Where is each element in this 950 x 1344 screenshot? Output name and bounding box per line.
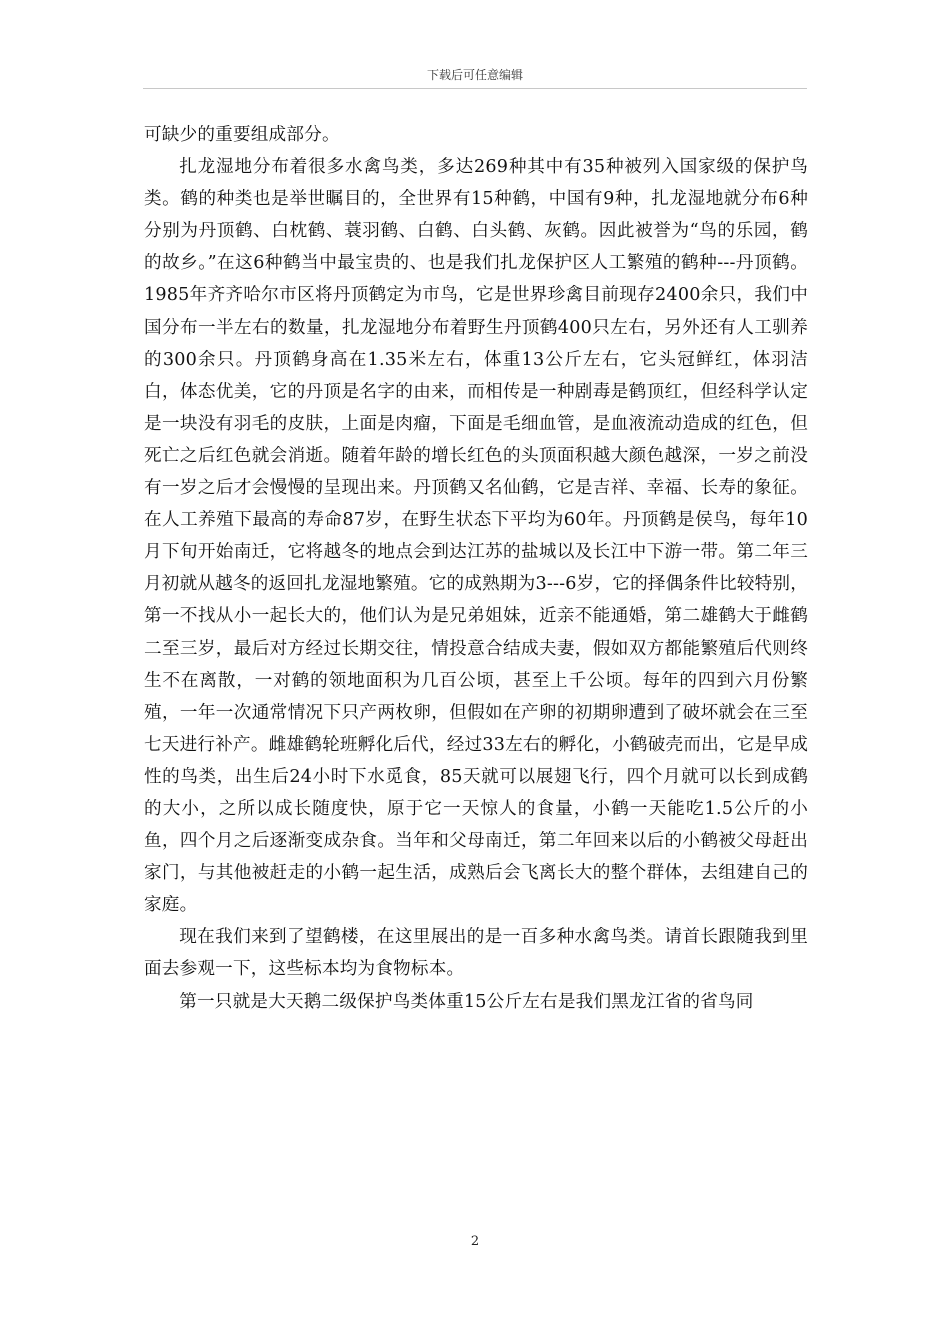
header-divider: [143, 88, 807, 89]
paragraph-wanghe-tower: 现在我们来到了望鹤楼，在这里展出的是一百多种水禽鸟类。请首长跟随我到里面去参观一下，这些标本均为食物标本。: [144, 927, 808, 980]
page-header: 下载后可任意编辑: [426, 68, 523, 82]
document-body: [144, 119, 808, 1018]
paragraph-continuation: 可缺少的重要组成部分。: [144, 125, 340, 145]
paragraph-whooper-swan: 第一只就是大天鹅二级保护鸟类体重15公斤左右是我们黑龙江省的省鸟同: [179, 991, 754, 1012]
page-number: 2: [470, 1234, 480, 1249]
paragraph-zhalong-cranes: 扎龙湿地分布着很多水禽鸟类，多达269种其中有35种被列入国家级的保护鸟类。鹤的种类也是举世瞩目的，全世界有15种鹤，中国有9种，扎龙湿地就分布6种分别为丹顶鹤、白枕鹤、蓑羽鹤、白鹤、白头鹤、灰鹤。因此被誉为“鸟的乐园，鹤的故乡。”在这6种鹤当中最宝贵的、也是我们扎龙保护区人工繁殖的鹤种---丹顶鹤。1985年齐齐哈尔市区将丹顶鹤定为市鸟，它是世界珍禽目前现存2400余只，我们中国分布一半左右的数量，扎龙湿地分布着野生丹顶鹤400只左右，另外还有人工驯养的300余只。丹顶鹤身高在1.35米左右，体重13公斤左右，它头冠鲜红，体羽洁白，体态优美，它的丹顶是名字的由来，而相传是一种剧毒是鹤顶红，但经科学认定是一块没有羽毛的皮肤，上面是肉瘤，下面是毛细血管，是血液流动造成的红色，但死亡之后红色就会消逝。随着年龄的增长红色的头顶面积越大颜色越深，一岁之前没有一岁之后才会慢慢的呈现出来。丹顶鹤又名仙鹤，它是吉祥、幸福、长寿的象征。在人工养殖下最高的寿命87岁，在野生状态下平均为60年。丹顶鹤是侯鸟，每年10月下旬开始南迁，它将越冬的地点会到达江苏的盐城以及长江中下游一带。第二年三月初就从越冬的返回扎龙湿地繁殖。它的成熟期为3---6岁，它的择偶条件比较特别，第一不找从小一起长大的，他们认为是兄弟姐妹，近亲不能通婚，第二雄鹤大于雌鹤二至三岁，最后对方经过长期交往，情投意合结成夫妻，假如双方都能繁殖后代则终生不在离散，一对鹤的领地面积为几百公顷，甚至上千公顷。每年的四到六月份繁殖，一年一次通常情况下只产两枚卵，但假如在产卵的初期卵遭到了破坏就会在三至七天进行补产。雌雄鹤轮班孵化后代，经过33左右的孵化，小鹤破壳而出，它是早成性的鸟类，出生后24小时下水觅食，85天就可以展翅飞行，四个月就可以长到成鹤的大小，之所以成长随度快，原于它一天惊人的食量，小鹤一天能吃1.5公斤的小鱼，四个月之后逐渐变成杂食。当年和父母南迁，第二年回来以后的小鹤被父母赶出家门，与其他被赶走的小鹤一起生活，成熟后会飞离长大的整个群体，去组建自己的家庭。: [144, 157, 809, 916]
